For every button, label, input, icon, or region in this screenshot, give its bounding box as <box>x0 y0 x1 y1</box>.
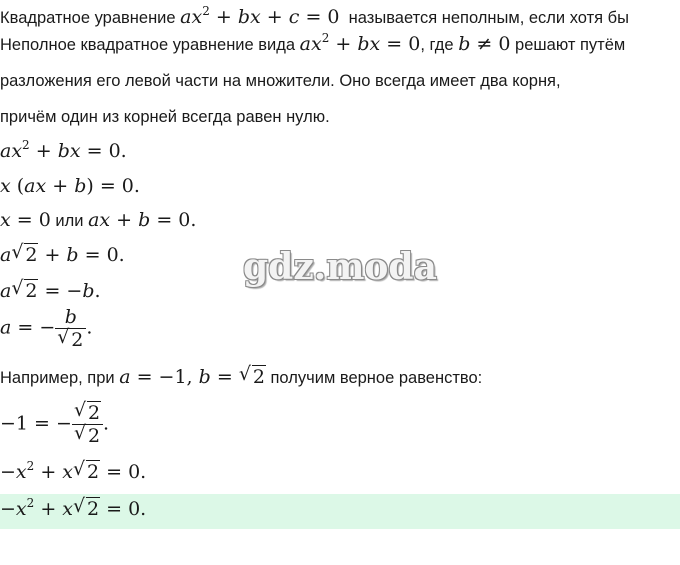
formula-general-quadratic: $ax^2$ + bx + c = 0 <box>180 4 340 28</box>
equation-step-3: x = 0 или ax + b = 0. <box>0 209 197 231</box>
equation-step-4: a √ 2 + b = 0. <box>0 241 125 266</box>
line2-text-end: решают путём <box>515 36 626 54</box>
text-line-2 <box>0 33 625 55</box>
equation-step-1: $ax^2$ + bx = 0. <box>0 138 127 162</box>
formula-incomplete-quadratic: $ax^2$ + bx = 0 <box>299 31 421 55</box>
equation-check-1: −1 = − √ 2 √ 2 . <box>0 399 110 447</box>
line1-text-start: Квадратное уравнение <box>0 9 176 27</box>
line2-text-mid: , где <box>420 36 454 54</box>
line4-text: причём один из корней всегда равен нулю. <box>0 108 330 126</box>
example-text-end: получим верное равенство: <box>270 369 483 387</box>
text-line-1 <box>0 6 629 28</box>
example-line: Например, при a = −1, b = √ 2 получим верное равенство: <box>0 363 483 388</box>
line3-text: разложения его левой части на множители. Оно всегда имеет два корня, <box>0 72 561 90</box>
equation-check-2: $-x^2 + x$ √ 2 = 0. <box>0 458 147 483</box>
formula-b-not-zero: b ≠ 0 <box>458 33 511 55</box>
text-line-3 <box>0 72 561 91</box>
text-line-4 <box>0 108 330 127</box>
or-word: или <box>55 212 84 230</box>
watermark-logo: gdz.moda <box>243 246 437 288</box>
equation-step-2: x (ax + b) = 0. <box>0 175 140 197</box>
equation-answer: $-x^2 + x$ √ 2 = 0. <box>0 495 147 520</box>
line1-text-end: называется неполным, если хотя бы <box>348 9 629 27</box>
equation-step-6: a = − b √ 2 . <box>0 306 93 351</box>
line2-text-start: Неполное квадратное уравнение вида <box>0 36 296 54</box>
equation-step-5: a √ 2 = −b. <box>0 277 101 302</box>
example-text-start: Например, при <box>0 369 115 387</box>
